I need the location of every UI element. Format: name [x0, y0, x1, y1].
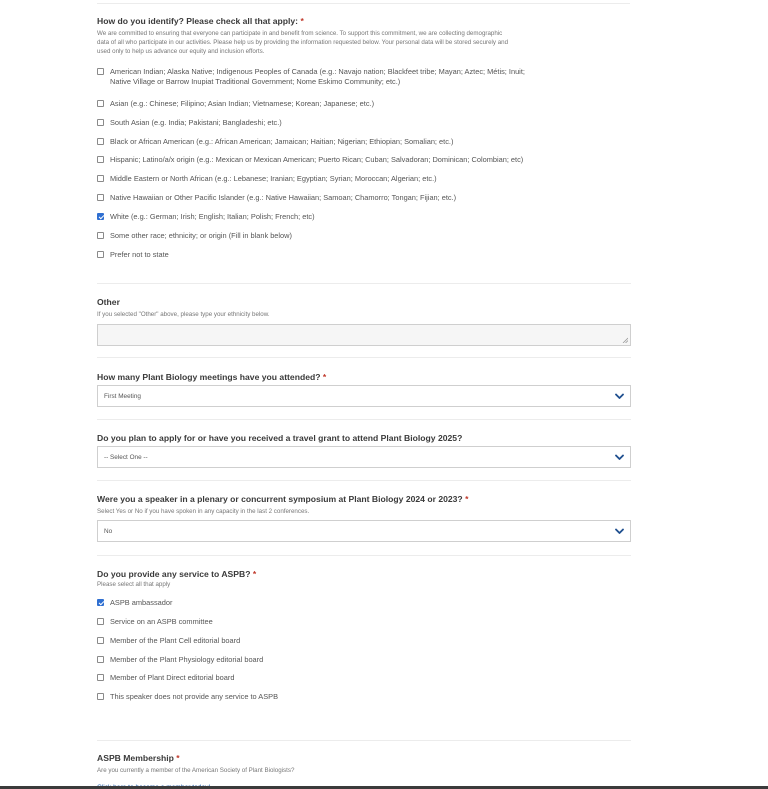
required-asterisk: * [252, 569, 257, 579]
option-label: Black or African American (e.g.: African American; Jamaican; Haitian; Nigerian; Ethiopian; Somalian; etc.) [110, 137, 454, 146]
meetings-question [97, 372, 631, 383]
other-ethnicity-textarea[interactable] [97, 324, 631, 346]
option-label: Member of the Plant Cell editorial board [110, 636, 241, 645]
checkbox[interactable] [97, 138, 104, 145]
option-label: Middle Eastern or North African (e.g.: Lebanese; Iranian; Egyptian; Syrian; Moroccan; Algerian; etc.) [110, 174, 437, 183]
help-line: We are committed to ensuring that everyone can participate in and benefit from science. To support this commitment, we are collecting demographic [97, 30, 503, 37]
checkbox-checked[interactable] [97, 213, 104, 220]
ethnicity-question [97, 16, 631, 56]
divider [97, 3, 630, 4]
required-asterisk: * [465, 494, 469, 504]
ethnicity-option-south-asian[interactable] [97, 118, 631, 128]
speaker-question [97, 494, 631, 517]
ethnicity-option-middle-eastern[interactable] [97, 174, 631, 184]
option-label: Service on an ASPB committee [110, 617, 213, 626]
ethnicity-option-white[interactable] [97, 212, 631, 222]
service-option-plant-direct[interactable] [97, 673, 631, 683]
ethnicity-option-black[interactable] [97, 137, 631, 147]
selected-value: No [104, 528, 113, 535]
checkbox[interactable] [97, 656, 104, 663]
help-text: Are you currently a member of the American Society of Plant Biologists? [97, 767, 295, 774]
checkbox[interactable] [97, 100, 104, 107]
checkbox[interactable] [97, 194, 104, 201]
option-label: Member of Plant Direct editorial board [110, 673, 235, 682]
divider [97, 419, 631, 420]
ethnicity-option-american-indian[interactable] [97, 67, 631, 87]
checkbox[interactable] [97, 175, 104, 182]
option-label: Asian (e.g.: Chinese; Filipino; Asian Indian; Vietnamese; Korean; Japanese; etc.) [110, 99, 375, 108]
help-text: If you selected "Other" above, please type your ethnicity below. [97, 311, 270, 318]
question-title: Were you a speaker in a plenary or concurrent symposium at Plant Biology 2024 or 2023? * [97, 494, 469, 504]
option-label: Native Hawaiian or Other Pacific Islander (e.g.: Native Hawaiian; Samoan; Chamorro; Tongan; Fijian; etc.) [110, 193, 457, 202]
chevron-down-icon [615, 393, 624, 400]
checkbox[interactable] [97, 251, 104, 258]
other-question [97, 297, 631, 320]
service-option-committee[interactable] [97, 617, 631, 627]
question-title: ASPB Membership * [97, 753, 180, 763]
checkbox[interactable] [97, 693, 104, 700]
meetings-select[interactable] [97, 385, 631, 407]
ethnicity-option-asian[interactable] [97, 99, 631, 109]
service-option-plant-cell[interactable] [97, 636, 631, 646]
divider [97, 480, 631, 481]
ethnicity-option-pacific-islander[interactable] [97, 193, 631, 203]
divider [97, 357, 631, 358]
service-option-none[interactable] [97, 692, 631, 702]
question-title: Other [97, 297, 120, 307]
divider [97, 555, 631, 556]
help-line: used only to help us advance our equity and inclusion efforts. [97, 47, 265, 55]
travel-grant-question [97, 433, 631, 444]
service-option-plant-physiology[interactable] [97, 655, 631, 665]
checkbox[interactable] [97, 232, 104, 239]
service-option-ambassador[interactable] [97, 598, 631, 608]
option-label: ASPB ambassador [110, 598, 173, 607]
service-question [97, 569, 631, 590]
option-label: Prefer not to state [110, 250, 169, 259]
help-text [97, 30, 631, 56]
question-title: How do you identify? Please check all that apply: * [97, 16, 304, 26]
checkbox[interactable] [97, 68, 104, 75]
required-asterisk: * [322, 372, 327, 382]
resize-grip-icon[interactable] [622, 337, 628, 343]
ethnicity-option-other[interactable] [97, 231, 631, 241]
checkbox[interactable] [97, 637, 104, 644]
option-label: American Indian; Alaska Native; Indigenous Peoples of Canada (e.g.: Navajo nation; Blackfeet tribe; Mayan; Aztec; Métis; Inuit; Native Village or Barrow Inupiat Traditional Government; Nome Eskimo Community; etc.) [110, 67, 525, 86]
chevron-down-icon [615, 528, 624, 535]
question-title: Do you provide any service to ASPB? * [97, 569, 257, 579]
checkbox-checked[interactable] [97, 599, 104, 606]
checkbox[interactable] [97, 618, 104, 625]
checkbox[interactable] [97, 156, 104, 163]
required-asterisk: * [176, 753, 180, 763]
checkbox[interactable] [97, 119, 104, 126]
selected-value: -- Select One -- [104, 454, 148, 461]
divider [97, 283, 631, 284]
question-title: Do you plan to apply for or have you received a travel grant to attend Plant Biology 2025? [97, 433, 463, 443]
option-label: South Asian (e.g. India; Pakistani; Bangladeshi; etc.) [110, 118, 282, 127]
selected-value: First Meeting [104, 393, 141, 400]
option-label: Hispanic; Latino/a/x origin (e.g.: Mexican or Mexican American; Puerto Rican; Cuban; Salvadoran; Dominican; Colombian; etc) [110, 155, 524, 164]
option-label: Some other race; ethnicity; or origin (Fill in blank below) [110, 231, 292, 240]
option-label: This speaker does not provide any service to ASPB [110, 692, 279, 701]
speaker-select[interactable] [97, 520, 631, 542]
question-title: How many Plant Biology meetings have you attended? * [97, 372, 327, 382]
help-text: Please select all that apply [97, 581, 171, 588]
membership-question [97, 753, 631, 789]
option-label: White (e.g.: German; Irish; English; Italian; Polish; French; etc) [110, 212, 315, 221]
chevron-down-icon [615, 454, 624, 461]
help-text: Select Yes or No if you have spoken in any capacity in the last 2 conferences. [97, 508, 310, 515]
travel-grant-select[interactable] [97, 446, 631, 468]
option-label: Member of the Plant Physiology editorial board [110, 655, 264, 664]
ethnicity-option-prefer-not[interactable] [97, 250, 631, 260]
required-asterisk: * [300, 16, 304, 26]
checkbox[interactable] [97, 674, 104, 681]
divider [97, 740, 631, 741]
help-line: data of all who participate in our activities. Please help us by providing the information requested below. Your personal data will be stored securely and [97, 38, 509, 46]
ethnicity-option-hispanic[interactable] [97, 155, 631, 165]
